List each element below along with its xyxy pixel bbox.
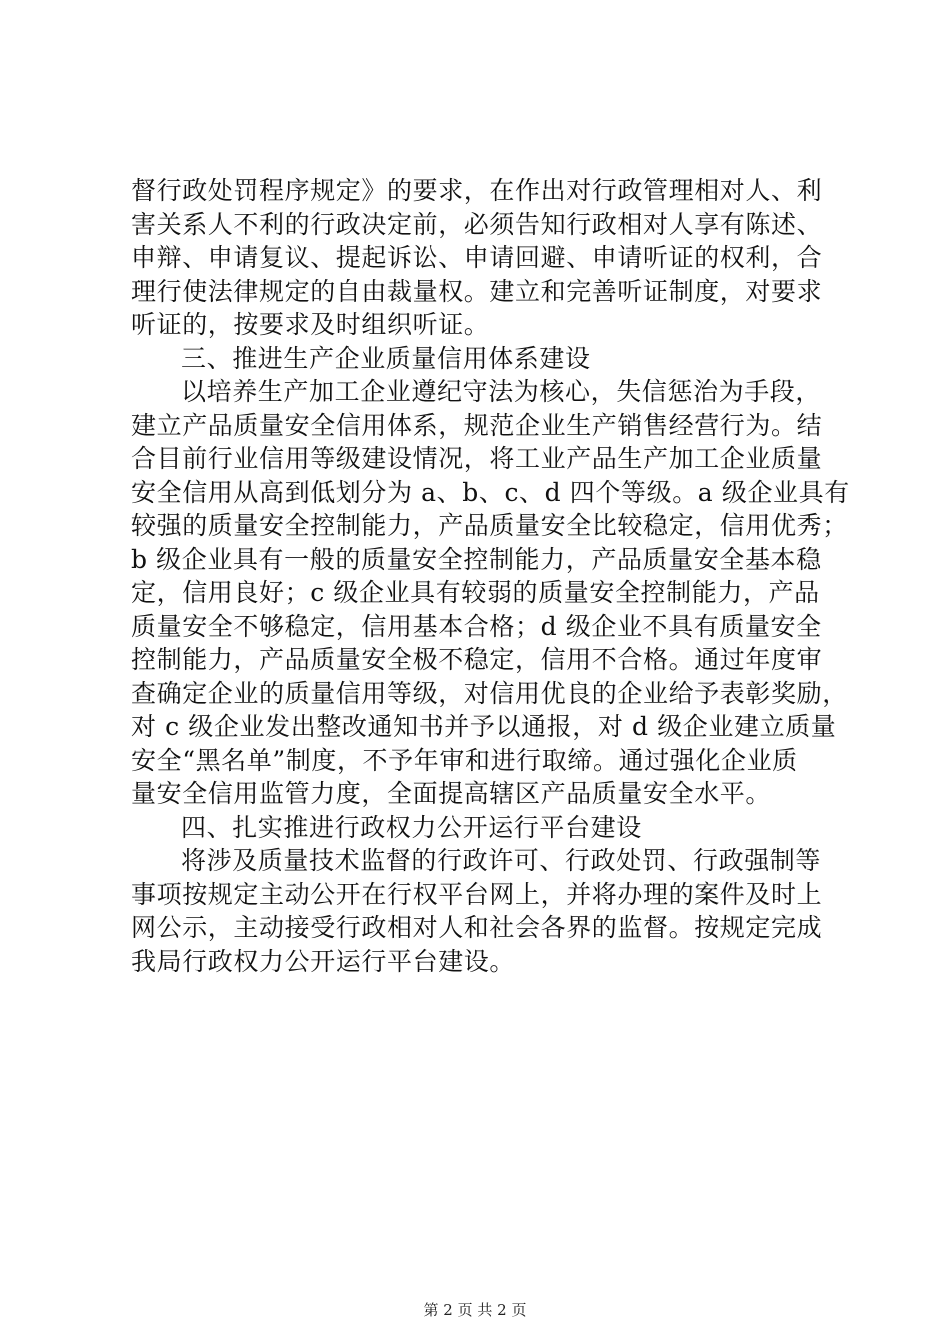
- text-line: 安全“黑名单”制度，不予年审和进行取缔。通过强化企业质: [131, 745, 798, 775]
- text-line: 对 c 级企业发出整改通知书并予以通报，对 d 级企业建立质量: [131, 712, 837, 741]
- text-line: 查确定企业的质量信用等级，对信用优良的企业给予表彰奖励，: [131, 678, 848, 708]
- text-line: 将涉及质量技术监督的行政许可、行政处罚、行政强制等: [181, 846, 822, 875]
- text-line: 定，信用良好；c 级企业具有较弱的质量安全控制能力，产品: [131, 578, 820, 607]
- text-line: 量安全信用监管力度，全面提高辖区产品质量安全水平。: [131, 779, 772, 808]
- section-heading: 四、扎实推进行政权力公开运行平台建设: [181, 812, 642, 842]
- text-line: 控制能力，产品质量安全极不稳定，信用不合格。通过年度审: [131, 645, 823, 674]
- text-line: 网公示，主动接受行政相对人和社会各界的监督。按规定完成: [131, 913, 823, 942]
- text-line: 害关系人不利的行政决定前，必须告知行政相对人享有陈述、: [131, 209, 823, 239]
- section-heading: 三、推进生产企业质量信用体系建设: [181, 343, 591, 373]
- page-number-footer: 第 2 页 共 2 页: [423, 1301, 527, 1319]
- text-line: 理行使法律规定的自由裁量权。建立和完善听证制度，对要求: [131, 276, 823, 306]
- text-line: 督行政处罚程序规定》的要求，在作出对行政管理相对人、利: [131, 176, 823, 205]
- text-line: 听证的，按要求及时组织听证。: [131, 310, 490, 339]
- text-line: 较强的质量安全控制能力，产品质量安全比较稳定，信用优秀；: [131, 511, 848, 540]
- text-line: 质量安全不够稳定，信用基本合格；d 级企业不具有质量安全: [131, 611, 822, 641]
- text-line: 安全信用从高到低划分为 a、b、c、d 四个等级。a 级企业具有: [131, 477, 850, 507]
- text-line: 以培养生产加工企业遵纪守法为核心，失信惩治为手段，: [181, 377, 822, 406]
- text-line: b 级企业具有一般的质量安全控制能力，产品质量安全基本稳: [131, 544, 822, 574]
- text-line: 合目前行业信用等级建设情况，将工业产品生产加工企业质量: [131, 444, 823, 473]
- text-line: 建立产品质量安全信用体系，规范企业生产销售经营行为。结: [131, 410, 823, 440]
- text-line: 我局行政权力公开运行平台建设。: [131, 946, 516, 976]
- text-line: 申辩、申请复议、提起诉讼、申请回避、申请听证的权利，合: [131, 243, 823, 272]
- document-body: [131, 174, 850, 978]
- text-line: 事项按规定主动公开在行权平台网上，并将办理的案件及时上: [131, 879, 823, 909]
